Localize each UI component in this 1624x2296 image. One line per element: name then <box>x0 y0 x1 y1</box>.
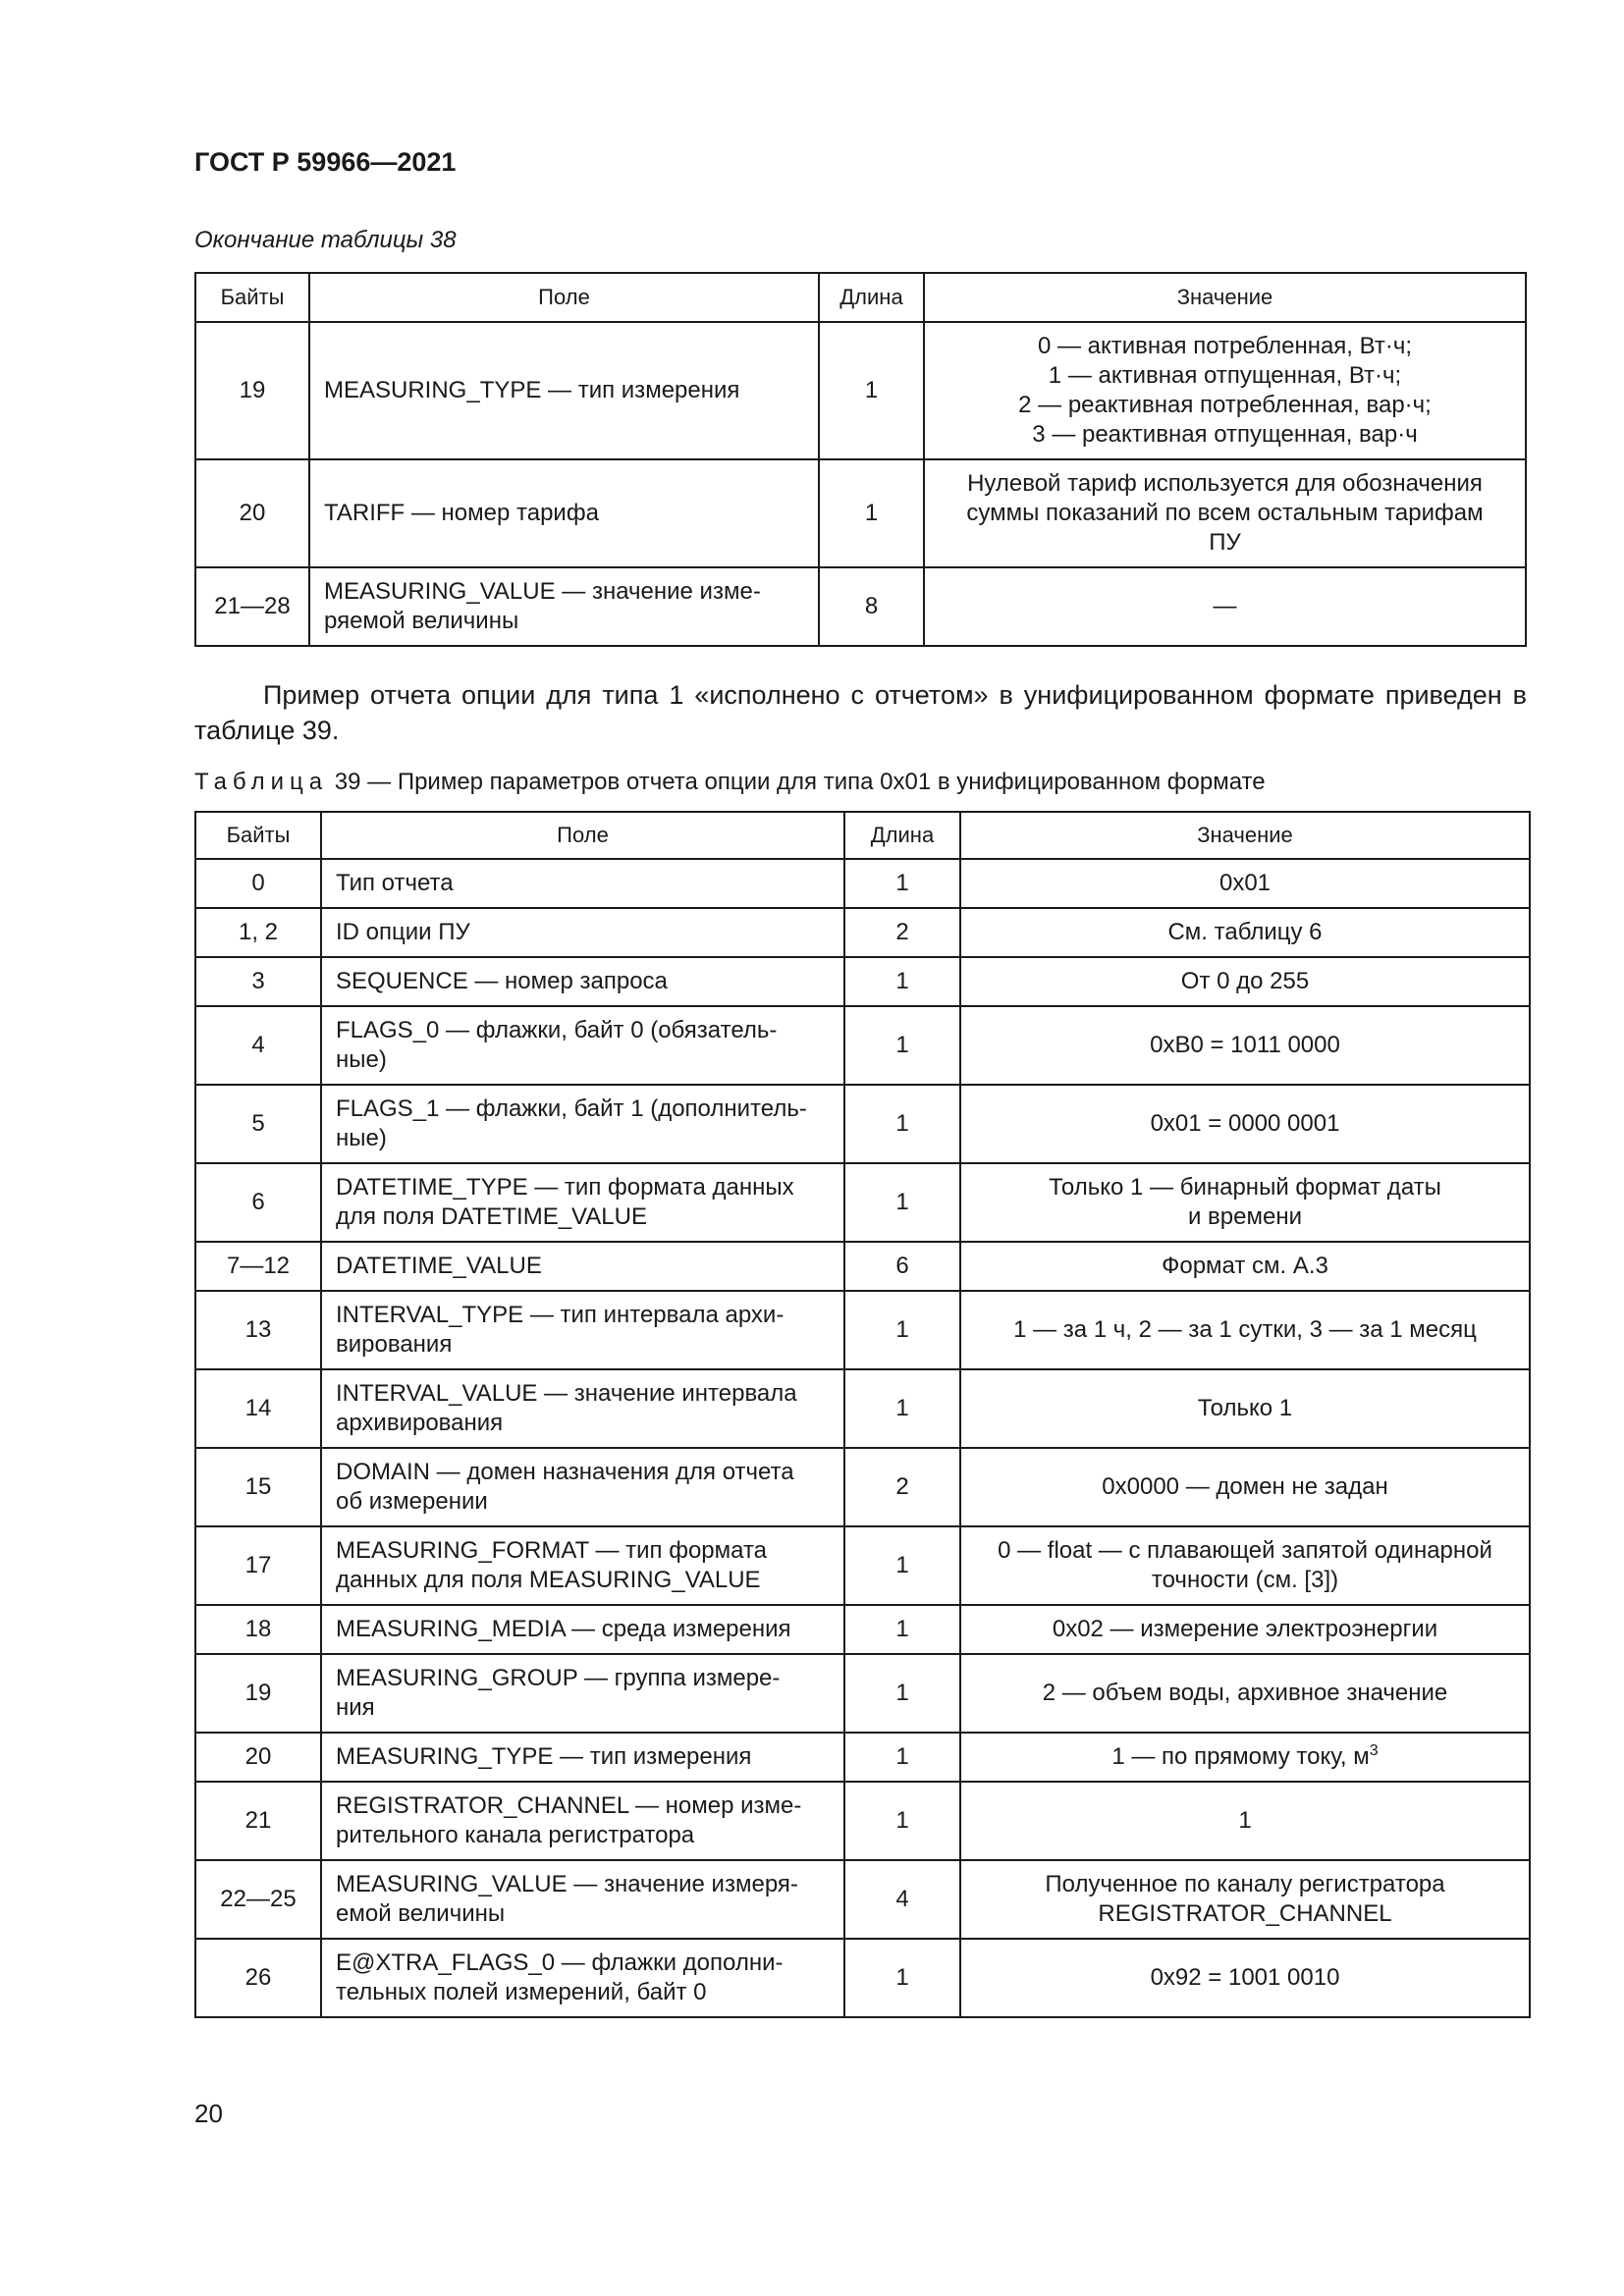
length-cell: 1 <box>844 1939 960 2017</box>
value-line: Нулевой тариф используется для обозначения <box>967 470 1483 497</box>
length-cell: 1 <box>844 1782 960 1860</box>
value-cell <box>960 1291 1530 1369</box>
bytes-cell: 7—12 <box>195 1242 321 1291</box>
field-cell <box>321 1939 844 2017</box>
table-row <box>195 1605 1530 1654</box>
bytes-cell: 26 <box>195 1939 321 2017</box>
bytes-cell: 13 <box>195 1291 321 1369</box>
table-39 <box>194 811 1531 2018</box>
value-text: См. таблицу 6 <box>1167 919 1323 945</box>
table-row <box>195 908 1530 957</box>
length-cell: 6 <box>844 1242 960 1291</box>
field-line: INTERVAL_TYPE — тип интервала архи- <box>336 1302 785 1328</box>
field-cell <box>321 859 844 908</box>
length-cell: 2 <box>844 1448 960 1526</box>
field-cell <box>321 1733 844 1782</box>
field-cell <box>321 908 844 957</box>
bytes-cell: 20 <box>195 459 309 567</box>
value-cell <box>960 1526 1530 1605</box>
value-cell <box>960 1448 1530 1526</box>
value-line: REGISTRATOR_CHANNEL <box>1098 1900 1392 1927</box>
length-cell: 1 <box>844 1369 960 1448</box>
field-line: MEASURING_TYPE — тип измерения <box>336 1743 752 1770</box>
value-line <box>975 1031 1515 1060</box>
value-cell <box>960 1733 1530 1782</box>
table-row <box>195 1242 1530 1291</box>
value-line <box>975 1615 1515 1644</box>
bytes-cell: 19 <box>195 322 309 459</box>
bytes-cell: 3 <box>195 957 321 1006</box>
value-cell <box>960 1654 1530 1733</box>
table-continuation-caption: Окончание таблицы 38 <box>194 227 457 253</box>
value-line <box>975 1679 1515 1708</box>
table-row <box>195 1860 1530 1939</box>
column-header: Поле <box>321 812 844 859</box>
field-line: MEASURING_VALUE — значение изме- <box>324 578 761 605</box>
value-cell: — <box>924 567 1526 646</box>
field-line: ряемой величины <box>324 608 519 634</box>
bytes-cell: 21 <box>195 1782 321 1860</box>
value-cell <box>960 1006 1530 1085</box>
length-cell: 1 <box>844 1085 960 1163</box>
field-cell <box>321 1605 844 1654</box>
value-line <box>975 1870 1515 1899</box>
value-cell <box>960 1163 1530 1242</box>
column-header: Значение <box>960 812 1530 859</box>
table-row <box>195 1369 1530 1448</box>
value-text: От 0 до 255 <box>1180 968 1310 994</box>
field-cell <box>321 1654 844 1733</box>
table-row <box>195 859 1530 908</box>
field-line: для поля DATETIME_VALUE <box>336 1203 647 1230</box>
value-text: Только 1 <box>1197 1395 1293 1421</box>
caption-label: Таблица <box>194 769 329 795</box>
field-cell <box>321 1526 844 1605</box>
bytes-cell: 1, 2 <box>195 908 321 957</box>
value-line <box>975 1806 1515 1836</box>
bytes-cell: 15 <box>195 1448 321 1526</box>
value-text: 0x92 = 1001 0010 <box>1150 1964 1340 1991</box>
value-cell <box>960 957 1530 1006</box>
field-line: MEASURING_VALUE — значение измеря- <box>336 1871 798 1897</box>
length-cell: 2 <box>844 908 960 957</box>
table-row <box>195 1782 1530 1860</box>
column-header: Длина <box>844 812 960 859</box>
value-line: и времени <box>1187 1203 1303 1230</box>
field-cell: MEASURING_TYPE — тип измерения <box>309 322 819 459</box>
value-cell <box>960 1939 1530 2017</box>
bytes-cell: 19 <box>195 1654 321 1733</box>
value-line <box>975 918 1515 947</box>
field-cell <box>321 1448 844 1526</box>
length-cell: 1 <box>844 1006 960 1085</box>
field-cell <box>321 1782 844 1860</box>
field-cell <box>321 1369 844 1448</box>
value-superscript: 3 <box>1369 1742 1379 1759</box>
table-row <box>195 957 1530 1006</box>
bytes-cell: 22—25 <box>195 1860 321 1939</box>
field-line: данных для поля MEASURING_VALUE <box>336 1567 761 1593</box>
value-text: 0x01 = 0000 0001 <box>1150 1110 1340 1137</box>
value-cell <box>960 1369 1530 1448</box>
bytes-cell: 6 <box>195 1163 321 1242</box>
table-row <box>195 459 1526 567</box>
field-line: вирования <box>336 1331 453 1358</box>
value-cell <box>960 908 1530 957</box>
value-line: ПУ <box>1209 529 1241 556</box>
table-header-row <box>195 812 1530 859</box>
value-line <box>975 967 1515 996</box>
column-header: Байты <box>195 273 309 322</box>
field-line: ные) <box>336 1125 387 1151</box>
value-text: 1 — по прямому току, м <box>1111 1743 1370 1770</box>
length-cell: 1 <box>844 1163 960 1242</box>
length-cell: 1 <box>844 957 960 1006</box>
table-row <box>195 322 1526 459</box>
value-line <box>975 1472 1515 1502</box>
field-cell: TARIFF — номер тарифа <box>309 459 819 567</box>
field-line: рительного канала регистратора <box>336 1822 695 1848</box>
value-text: 2 — объем воды, архивное значение <box>1042 1680 1448 1706</box>
field-cell <box>321 1085 844 1163</box>
value-line: точности (см. [3]) <box>1151 1567 1339 1593</box>
field-cell <box>321 1242 844 1291</box>
field-line: INTERVAL_VALUE — значение интервала <box>336 1380 797 1407</box>
field-line: об измерении <box>336 1488 488 1515</box>
length-cell: 8 <box>819 567 924 646</box>
column-header: Значение <box>924 273 1526 322</box>
value-cell <box>960 1085 1530 1163</box>
value-line: 1 — активная отпущенная, Вт·ч; <box>1048 362 1402 389</box>
length-cell: 1 <box>844 1733 960 1782</box>
value-line: 3 — реактивная отпущенная, вар·ч <box>1032 421 1418 448</box>
value-cell <box>960 1605 1530 1654</box>
column-header: Поле <box>309 273 819 322</box>
value-line <box>975 1742 1515 1772</box>
field-line: тельных полей измерений, байт 0 <box>336 1979 707 2005</box>
length-cell: 4 <box>844 1860 960 1939</box>
value-cell <box>960 1782 1530 1860</box>
value-cell <box>924 322 1526 459</box>
length-cell: 1 <box>844 1654 960 1733</box>
field-cell <box>321 1163 844 1242</box>
table-row <box>195 1163 1530 1242</box>
field-line: DATETIME_VALUE <box>336 1253 542 1279</box>
value-cell <box>960 1242 1530 1291</box>
field-cell <box>321 1291 844 1369</box>
table-row <box>195 1006 1530 1085</box>
value-text: 1 — за 1 ч, 2 — за 1 сутки, 3 — за 1 месяц <box>1013 1316 1477 1343</box>
value-text: Только 1 — бинарный формат даты <box>1049 1174 1441 1201</box>
table-row <box>195 1085 1530 1163</box>
value-line <box>975 1394 1515 1423</box>
value-text: Формат см. А.3 <box>1162 1253 1328 1279</box>
table-row <box>195 1733 1530 1782</box>
table-39-caption <box>194 769 1266 796</box>
paragraph-text: в таблице 39. <box>194 680 1527 745</box>
value-line <box>975 1109 1515 1139</box>
field-line: Тип отчета <box>336 870 454 896</box>
value-cell <box>960 859 1530 908</box>
length-cell: 1 <box>819 459 924 567</box>
field-cell <box>321 1860 844 1939</box>
bytes-cell: 18 <box>195 1605 321 1654</box>
page-number: 20 <box>194 2099 223 2128</box>
value-cell <box>924 459 1526 567</box>
field-line: FLAGS_0 — флажки, байт 0 (обязатель- <box>336 1017 778 1043</box>
field-line: MEASURING_FORMAT — тип формата <box>336 1537 768 1564</box>
value-line <box>975 1173 1515 1202</box>
table-row <box>195 1448 1530 1526</box>
value-text: 1 <box>1238 1807 1252 1834</box>
field-line: FLAGS_1 — флажки, байт 1 (дополнитель- <box>336 1095 807 1122</box>
length-cell: 1 <box>844 1605 960 1654</box>
table-row <box>195 1939 1530 2017</box>
table-row <box>195 1291 1530 1369</box>
value-text: 0x01 <box>1218 870 1272 896</box>
length-cell: 1 <box>819 322 924 459</box>
field-line: MEASURING_GROUP — группа измере- <box>336 1665 781 1691</box>
field-line: архивирования <box>336 1410 504 1436</box>
value-text: 0 — float — с плавающей запятой одинарной <box>998 1537 1492 1564</box>
field-cell <box>321 957 844 1006</box>
length-cell: 1 <box>844 859 960 908</box>
value-line: 2 — реактивная потребленная, вар·ч; <box>1018 392 1432 418</box>
body-paragraph <box>194 677 1527 748</box>
value-line: суммы показаний по всем остальным тарифам <box>966 500 1484 526</box>
value-line <box>975 1252 1515 1281</box>
table-row <box>195 1526 1530 1605</box>
bytes-cell: 0 <box>195 859 321 908</box>
field-line: ные) <box>336 1046 387 1073</box>
field-line: SEQUENCE — номер запроса <box>336 968 668 994</box>
bytes-cell: 20 <box>195 1733 321 1782</box>
bytes-cell: 14 <box>195 1369 321 1448</box>
field-line: DATETIME_TYPE — тип формата данных <box>336 1174 794 1201</box>
bytes-cell: 4 <box>195 1006 321 1085</box>
field-line: емой величины <box>336 1900 506 1927</box>
bytes-cell: 5 <box>195 1085 321 1163</box>
length-cell: 1 <box>844 1291 960 1369</box>
field-line: ID опции ПУ <box>336 919 470 945</box>
value-line <box>975 1315 1515 1345</box>
field-line: ния <box>336 1694 375 1721</box>
field-line: MEASURING_MEDIA — среда измерения <box>336 1616 791 1642</box>
value-cell <box>960 1860 1530 1939</box>
value-line <box>975 1536 1515 1566</box>
field-cell <box>321 1006 844 1085</box>
field-line: E@XTRA_FLAGS_0 — флажки дополни- <box>336 1949 784 1976</box>
paragraph-text: Пример отчета опции для типа 1 «исполнено с отчетом» в унифицированном формате приведен <box>263 680 1502 710</box>
value-text: 0xB0 = 1011 0000 <box>1150 1032 1340 1058</box>
table-row <box>195 567 1526 646</box>
value-line <box>975 1963 1515 1993</box>
column-header: Длина <box>819 273 924 322</box>
field-line: REGISTRATOR_CHANNEL — номер изме- <box>336 1792 802 1819</box>
value-text: 0x0000 — домен не задан <box>1102 1473 1388 1500</box>
caption-text: 39 — Пример параметров отчета опции для типа 0x01 в унифицированном формате <box>334 769 1266 795</box>
column-header: Байты <box>195 812 321 859</box>
table-38 <box>194 272 1527 647</box>
value-text: 0x02 — измерение электроэнергии <box>1052 1616 1438 1642</box>
bytes-cell: 21—28 <box>195 567 309 646</box>
table-row <box>195 1654 1530 1733</box>
value-line: 0 — активная потребленная, Вт·ч; <box>1037 333 1413 359</box>
bytes-cell: 17 <box>195 1526 321 1605</box>
length-cell: 1 <box>844 1526 960 1605</box>
document-header: ГОСТ Р 59966—2021 <box>194 147 457 177</box>
value-line <box>975 869 1515 898</box>
value-text: Полученное по каналу регистратора <box>1045 1871 1445 1897</box>
field-cell <box>309 567 819 646</box>
table-header-row <box>195 273 1526 322</box>
field-line: DOMAIN — домен назначения для отчета <box>336 1459 794 1485</box>
